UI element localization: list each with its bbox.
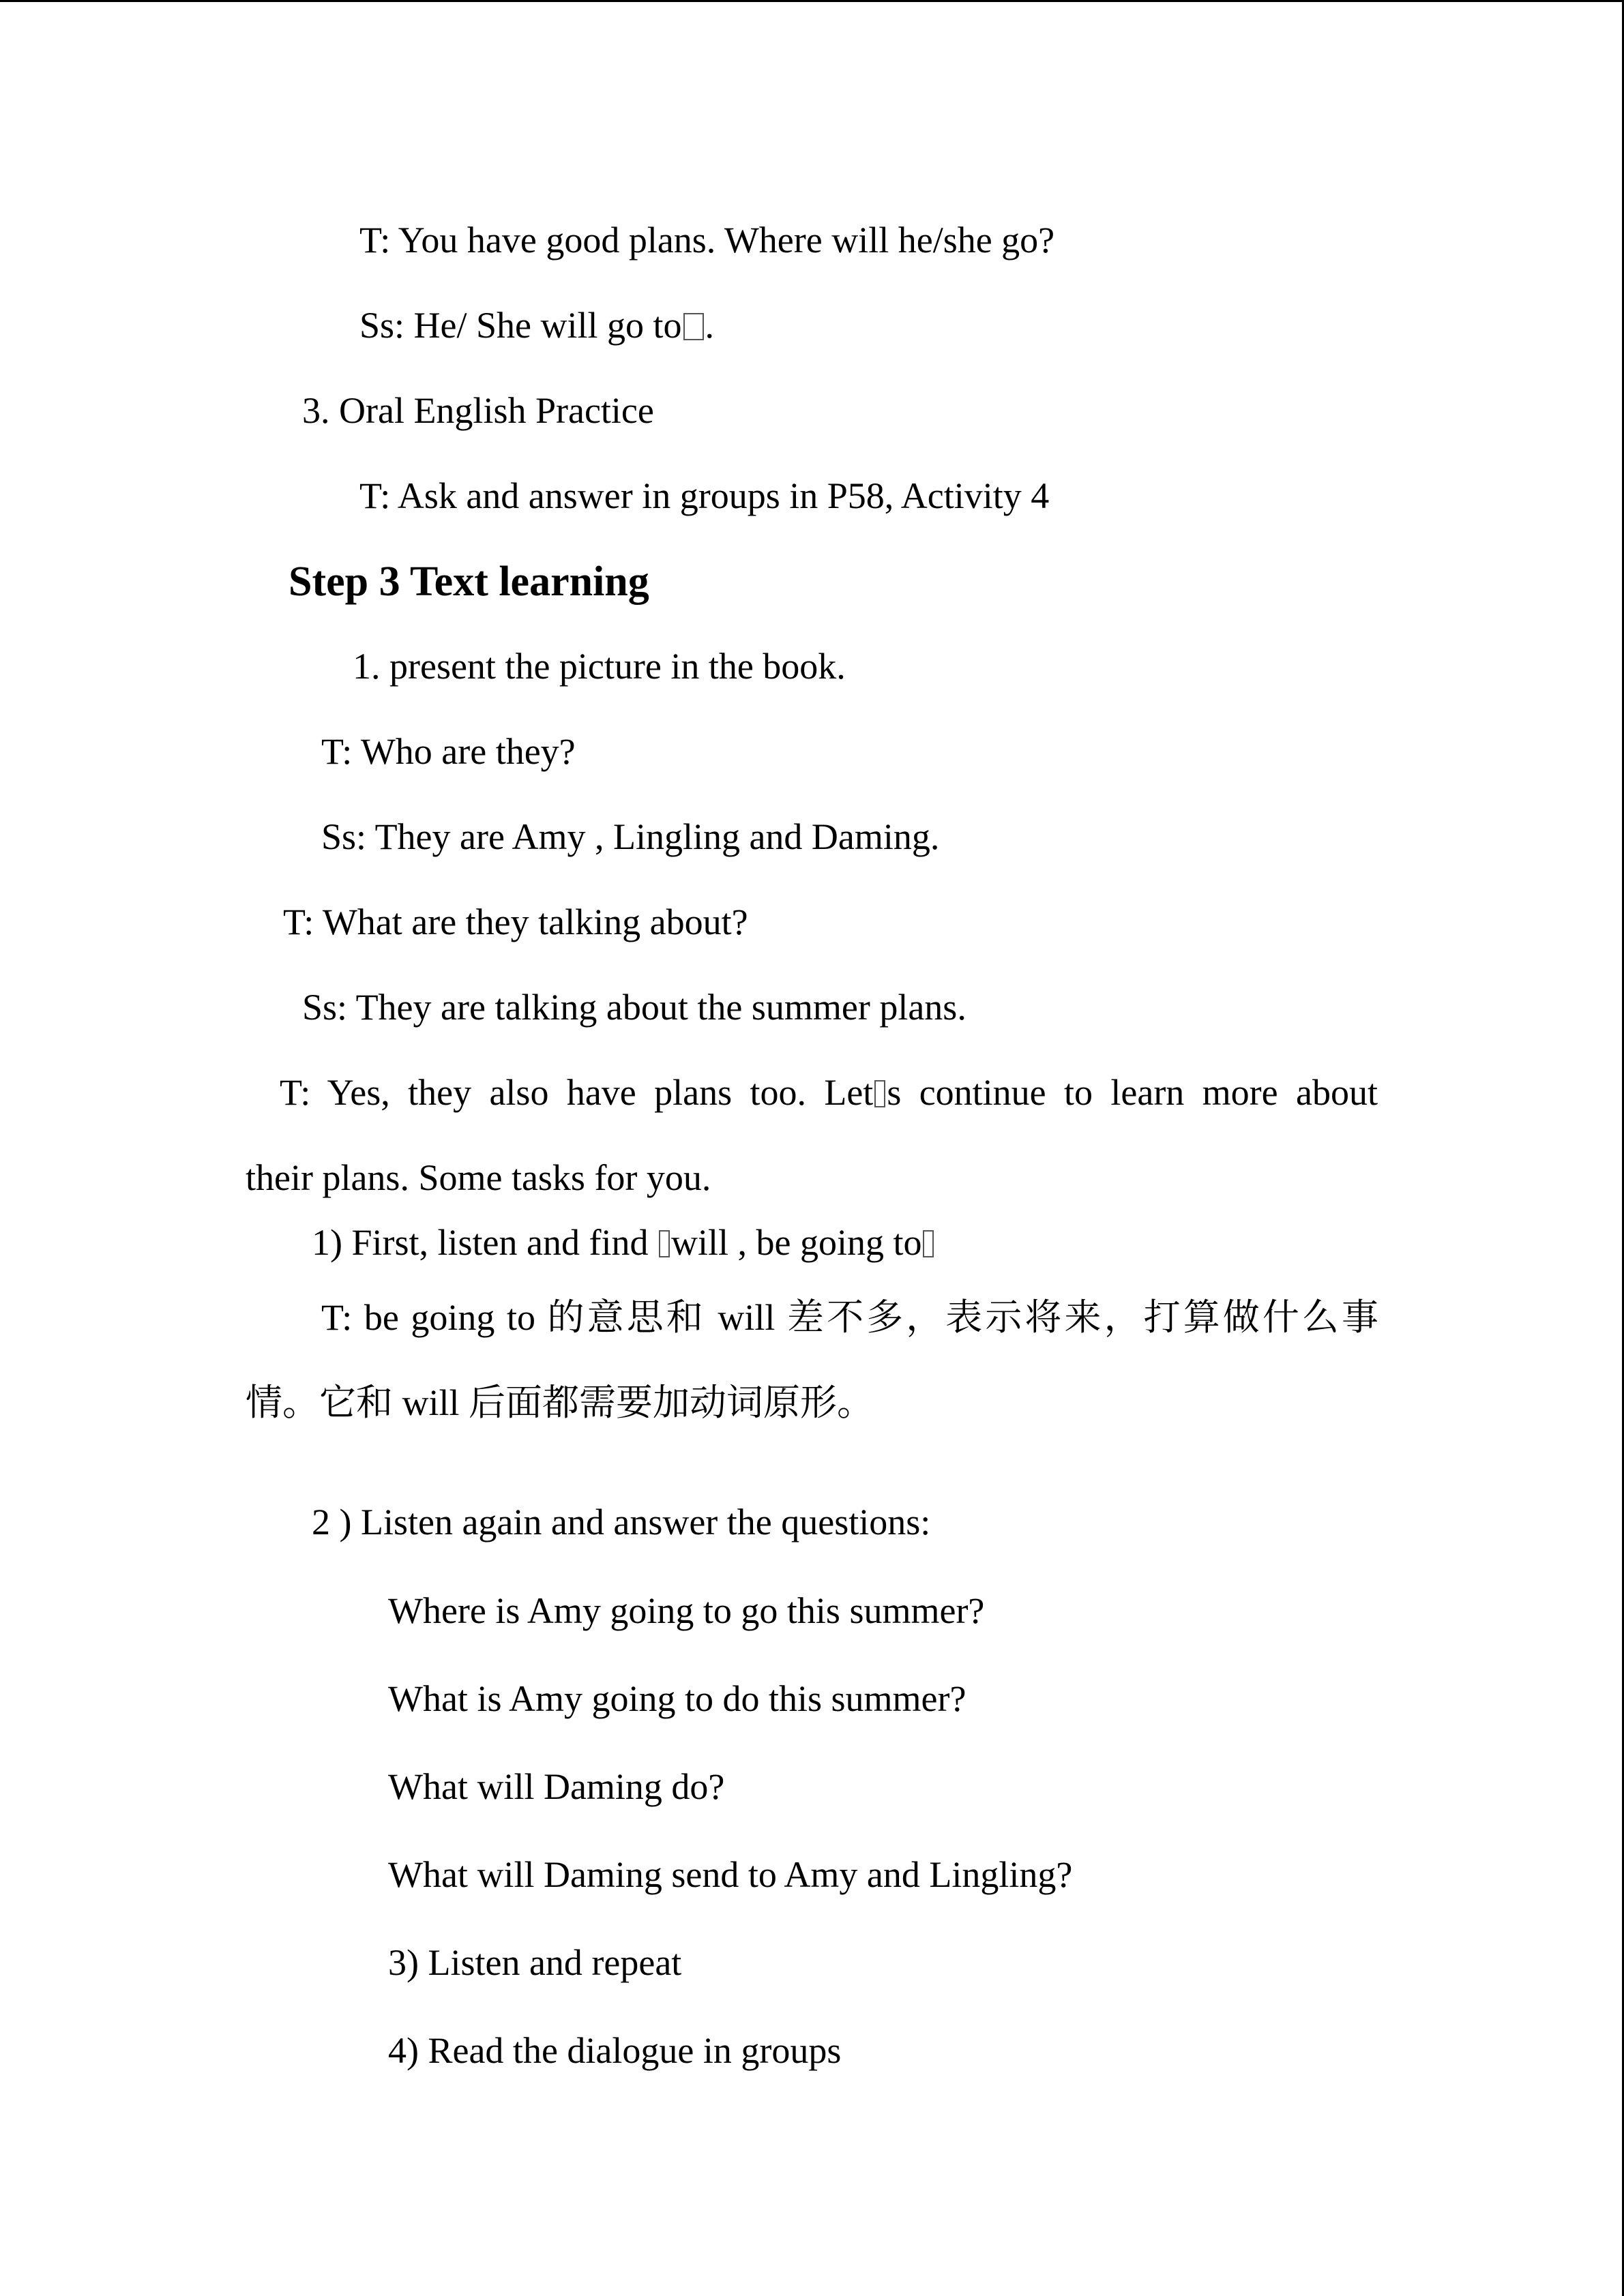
teacher-line-chinese-1: T: be going to 的意思和 will 差不多，表示将来，打算做什么事 [321, 1297, 1378, 1338]
missing-glyph-icon [659, 1230, 670, 1257]
question-2: What is Amy going to do this summer? [388, 1678, 966, 1719]
present-picture-item: 1. present the picture in the book. [353, 646, 846, 687]
missing-glyph-icon [923, 1230, 934, 1257]
tasks-line: their plans. Some tasks for you. [246, 1157, 711, 1198]
task-2-line: 2 ) Listen again and answer the questions: [312, 1502, 931, 1542]
teacher-line-who: T: Who are they? [321, 731, 576, 772]
teacher-line-continue-start: T: Yes, they also have plans too. Let [280, 1072, 874, 1113]
teacher-line-chinese-2: 情。它和 will 后面都需要加动词原形。 [246, 1382, 874, 1423]
missing-glyph-icon [874, 1080, 885, 1107]
question-1: Where is Amy going to go this summer? [388, 1590, 985, 1631]
oral-practice-item: 3. Oral English Practice [302, 390, 654, 431]
task-3-line: 3) Listen and repeat [388, 1942, 682, 1983]
student-line-go-to-end: . [705, 305, 715, 346]
teacher-line-activity: T: Ask and answer in groups in P58, Activity 4 [359, 475, 1050, 516]
question-4: What will Daming send to Amy and Lingling? [388, 1854, 1073, 1895]
step-3-heading: Step 3 Text learning [289, 558, 649, 605]
student-line-summer-plans: Ss: They are talking about the summer plans. [302, 987, 966, 1028]
task-1-text: 1) First, listen and find [312, 1222, 658, 1263]
teacher-line-continue-end: s continue to learn more about [887, 1072, 1378, 1113]
task-4-line: 4) Read the dialogue in groups [388, 2030, 842, 2071]
student-line-go-to-text: Ss: He/ She will go to [359, 305, 682, 346]
student-line-names: Ss: They are Amy , Lingling and Daming. [321, 816, 940, 857]
missing-glyph-icon [683, 313, 704, 340]
task-1-words: will , be going to [670, 1222, 922, 1263]
teacher-line-plans: T: You have good plans. Where will he/she go? [359, 220, 1055, 260]
question-3: What will Daming do? [388, 1766, 725, 1807]
teacher-line-talking: T: What are they talking about? [283, 901, 748, 942]
task-1-line [312, 1224, 935, 1261]
teacher-line-continue [280, 1074, 1378, 1111]
student-line-go-to [359, 307, 714, 344]
